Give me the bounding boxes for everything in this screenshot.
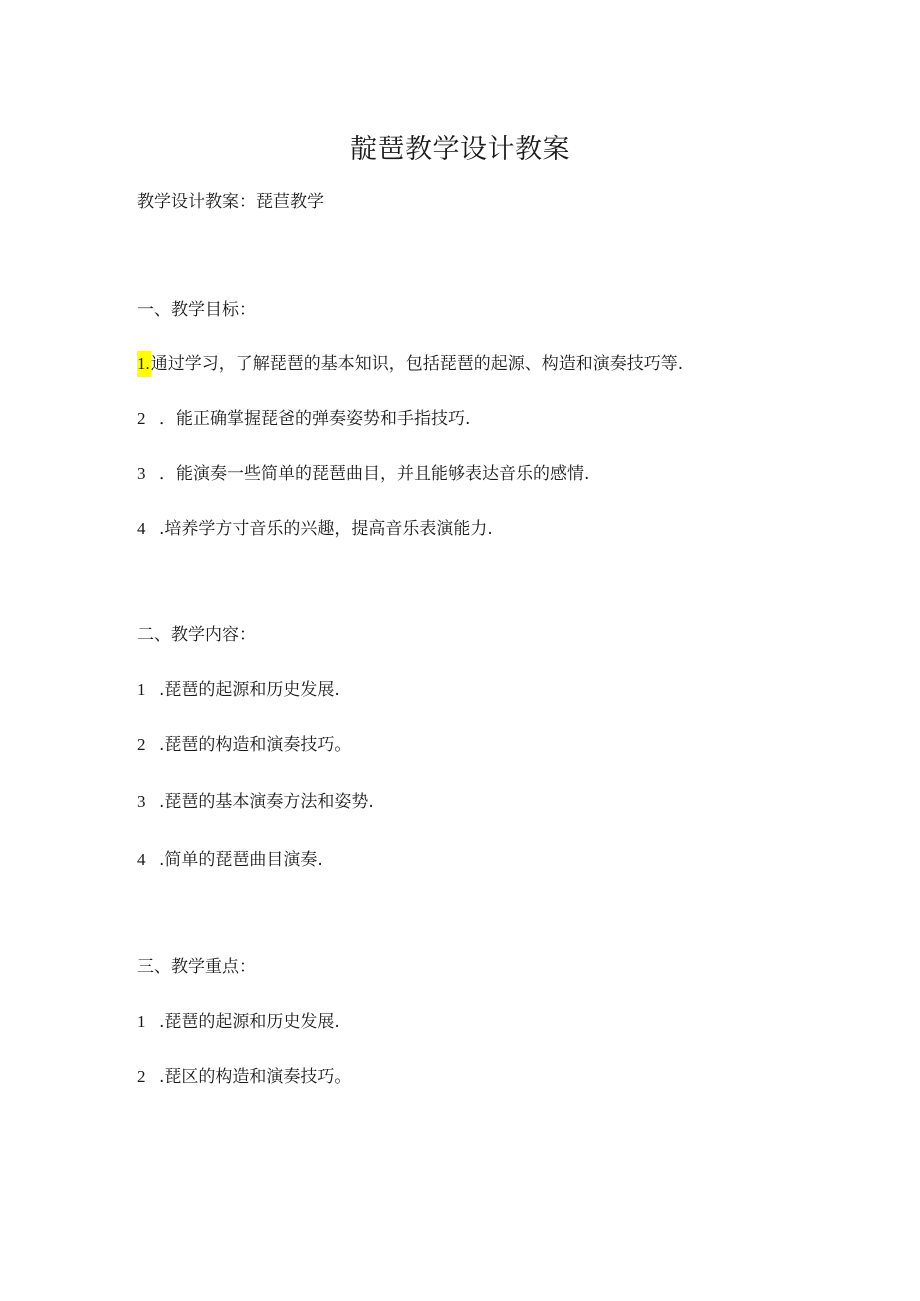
section-heading-content: 二、教学内容： bbox=[137, 625, 256, 645]
list-item bbox=[137, 732, 351, 758]
item-text: .琵琶的基本演奏方法和姿势. bbox=[159, 792, 374, 812]
item-number: 4 bbox=[137, 519, 146, 538]
item-number: 2 bbox=[137, 735, 146, 754]
document-title: 靛琶教学设计教案 bbox=[350, 134, 570, 165]
item-text: ．能正确掌握琵爸的弹奏姿势和手指技巧. bbox=[159, 409, 471, 429]
list-item bbox=[137, 1064, 351, 1090]
item-number: 4 bbox=[137, 850, 146, 869]
list-item bbox=[137, 789, 374, 815]
item-text: .琵琶的构造和演奏技巧。 bbox=[159, 735, 352, 755]
list-item bbox=[137, 677, 340, 703]
item-text: 通过学习，了解琵琶的基本知识，包括琵琶的起源、构造和演奏技巧等. bbox=[150, 354, 684, 374]
section-heading-objectives: 一、教学目标： bbox=[137, 300, 256, 320]
list-item bbox=[137, 461, 589, 487]
item-text: .培养学方寸音乐的兴趣，提高音乐表演能力. bbox=[159, 519, 493, 539]
list-item bbox=[137, 351, 683, 377]
item-number: 1 bbox=[137, 1012, 146, 1031]
item-text: .琵琶的起源和历史发展. bbox=[159, 680, 340, 700]
list-item bbox=[137, 406, 470, 432]
item-number: 3 bbox=[137, 792, 146, 811]
item-text: ．能演奏一些简单的琵琶曲目，并且能够表达音乐的感情. bbox=[159, 464, 590, 484]
item-number: 2 bbox=[137, 1067, 146, 1086]
list-item bbox=[137, 516, 493, 542]
item-number: 3 bbox=[137, 464, 146, 483]
item-number: 1 bbox=[137, 680, 146, 699]
section-heading-key-points: 三、教学重点： bbox=[137, 957, 256, 977]
document-subtitle: 教学设计教案：琵苣教学 bbox=[137, 192, 324, 212]
item-text: .琵琶的起源和历史发展. bbox=[159, 1012, 340, 1032]
item-number-highlighted: 1. bbox=[137, 351, 151, 377]
item-text: .琵区的构造和演奏技巧。 bbox=[159, 1067, 352, 1087]
item-text: .简单的琵琶曲目演奏. bbox=[159, 850, 323, 870]
list-item bbox=[137, 847, 323, 873]
list-item bbox=[137, 1009, 340, 1035]
item-number: 2 bbox=[137, 409, 146, 428]
